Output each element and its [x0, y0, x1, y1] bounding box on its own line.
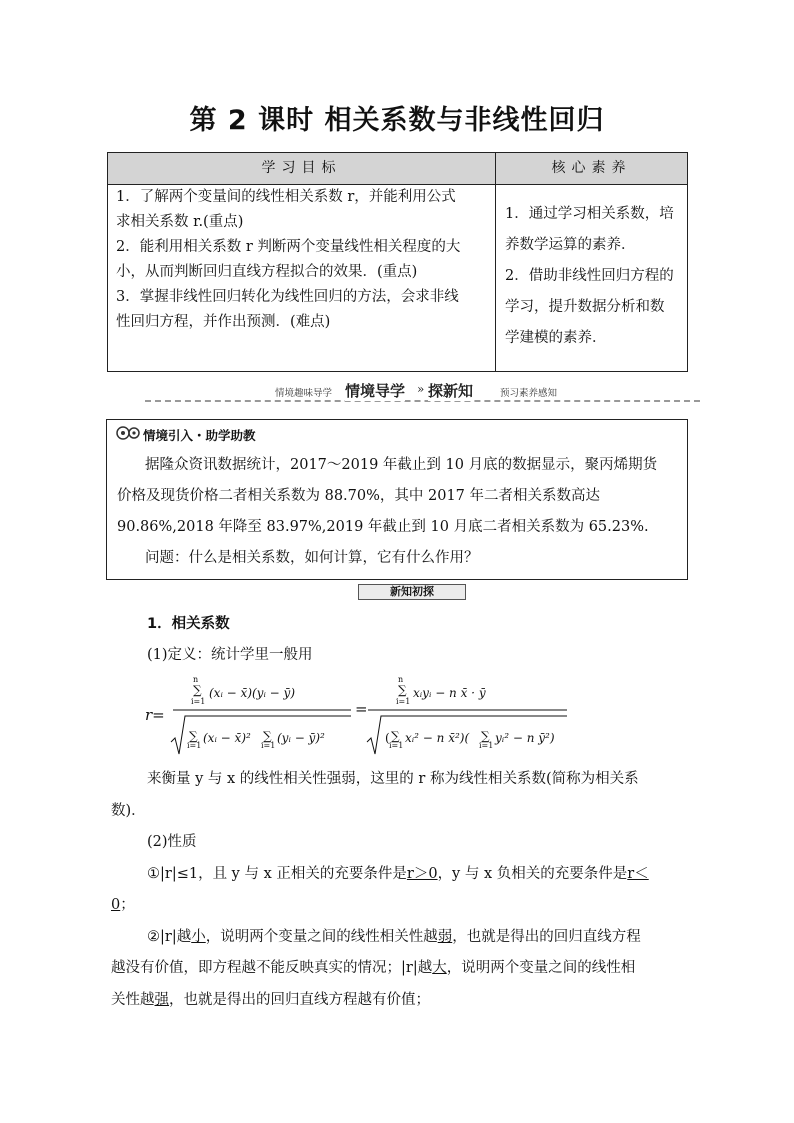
- svg-text:xᵢ² − n x̄²)(: xᵢ² − n x̄²)(: [405, 731, 470, 745]
- literacy-line: 学建模的素养．: [505, 330, 607, 346]
- literacy-line: 2．借助非线性回归方程的: [505, 268, 674, 284]
- table-divider: [495, 153, 496, 371]
- definition-text-1: 来衡量 y 与 x 的线性相关性强弱，这里的 r 称为线性相关系数(简称为相关系: [147, 771, 639, 787]
- svg-text:i=1: i=1: [261, 741, 276, 750]
- definition-label: (1)定义：统计学里一般用: [147, 647, 313, 663]
- svg-text:∑: ∑: [189, 729, 198, 743]
- intro-line: 90.86%,2018 年降至 83.97%,2019 年截止到 10 月底二者相关系数为 65.23%.: [117, 519, 649, 535]
- svg-text:i=1: i=1: [389, 741, 404, 750]
- text-span: ，说明两个变量之间的线性相: [446, 960, 636, 976]
- objectives-header: 学习目标: [108, 153, 495, 185]
- svg-text:(xᵢ − x̄)²: (xᵢ − x̄)²: [203, 731, 251, 745]
- svg-text:∑: ∑: [481, 729, 490, 743]
- svg-text:(: (: [385, 731, 390, 745]
- section-tag: 新知初探: [358, 584, 466, 600]
- svg-text:n: n: [193, 675, 199, 684]
- text-span: ，y 与 x 负相关的充要条件是: [437, 866, 628, 882]
- text-span: ②|r|越: [147, 929, 192, 945]
- answer-blank: 大: [432, 960, 447, 976]
- correlation-formula: r= ∑ n i=1 (xᵢ − x̄)(yᵢ − ȳ) ∑ i=1 (xᵢ − x̄)² ∑ i=1 (yᵢ − ȳ)² = ∑ n i=1 xᵢyᵢ − n x̄ · ȳ ( ∑ i=1 xᵢ² − n x̄²)( ∑ i=1 yᵢ² − n ȳ²): [145, 672, 575, 762]
- answer-blank: 0: [111, 897, 121, 913]
- banner-left-text: 情境趣味导学: [275, 385, 332, 399]
- page-title: 第 2 课时 相关系数与非线性回归: [189, 105, 605, 136]
- property-2-line-3: [111, 988, 430, 1009]
- svg-text:∑: ∑: [193, 683, 202, 697]
- svg-text:∑: ∑: [391, 729, 400, 743]
- property-2-line-2: [111, 956, 635, 977]
- text-span: ，说明两个变量之间的线性相关性越: [205, 929, 438, 945]
- svg-text:(xᵢ − x̄)(yᵢ − ȳ): (xᵢ − x̄)(yᵢ − ȳ): [209, 686, 296, 700]
- text-span: ①|r|≤1，且 y 与 x 正相关的充要条件是: [147, 866, 407, 882]
- svg-text:∑: ∑: [263, 729, 272, 743]
- svg-text:(yᵢ − ȳ)²: (yᵢ − ȳ)²: [277, 731, 325, 745]
- svg-text:i=1: i=1: [396, 697, 411, 706]
- banner-right-text: 预习素养感知: [500, 385, 557, 399]
- svg-text:xᵢyᵢ − n x̄ · ȳ: xᵢyᵢ − n x̄ · ȳ: [413, 686, 486, 700]
- intro-line: 据隆众资讯数据统计，2017～2019 年截止到 10 月底的数据显示，聚丙烯期货: [145, 457, 658, 473]
- answer-blank: 强: [154, 992, 169, 1008]
- objectives-table: [107, 152, 688, 372]
- svg-text:i=1: i=1: [187, 741, 202, 750]
- definition-text-2: 数)．: [111, 803, 146, 819]
- properties-label: (2)性质: [147, 834, 197, 850]
- property-1-line-2: [111, 893, 135, 914]
- literacy-header: 核心素养: [496, 153, 687, 185]
- intro-line: 价格及现货价格二者相关系数为 88.70%，其中 2017 年二者相关系数高达: [117, 488, 601, 504]
- objective-line: 求相关系数 r.(重点): [116, 214, 244, 230]
- text-span: 关性越: [111, 992, 155, 1008]
- answer-blank: r＞0: [406, 866, 438, 882]
- literacy-line: 学习，提升数据分析和数: [505, 299, 665, 315]
- text-span: ，也就是得出的回归直线方程: [452, 929, 641, 945]
- text-span: 越没有价值，即方程越不能反映真实的情况；|r|越: [111, 960, 433, 976]
- banner-main-1: 情境导学: [345, 382, 406, 400]
- section-heading: 1．相关系数: [147, 616, 230, 632]
- objective-line: 1．了解两个变量间的线性相关系数 r，并能利用公式: [116, 189, 456, 205]
- answer-blank: 小: [191, 929, 206, 945]
- text-span: ；: [120, 897, 135, 913]
- intro-question: 问题：什么是相关系数，如何计算，它有什么作用？: [145, 550, 479, 566]
- property-1-line-1: [147, 862, 649, 883]
- intro-heading: 情境引入・助学助教: [143, 428, 256, 443]
- objectives-cell: [116, 185, 491, 335]
- gears-icon: [115, 425, 141, 445]
- objective-line: 小，从而判断回归直线方程拟合的效果．(重点): [116, 264, 418, 280]
- literacy-cell: [505, 199, 687, 354]
- objective-line: 3．掌握非线性回归转化为线性回归的方法，会求非线: [116, 289, 459, 305]
- objective-line: 性回归方程，并作出预测．(难点): [116, 314, 331, 330]
- literacy-line: 1．通过学习相关系数，培: [505, 206, 674, 222]
- text-span: ，也就是得出的回归直线方程越有价值；: [169, 992, 430, 1008]
- literacy-line: 养数学运算的素养．: [505, 237, 636, 253]
- answer-blank: r＜: [627, 866, 649, 882]
- svg-text:∑: ∑: [398, 683, 407, 697]
- double-chevron-icon: »: [417, 382, 425, 396]
- banner-divider: [145, 400, 700, 402]
- svg-text:i=1: i=1: [191, 697, 206, 706]
- svg-text:yᵢ² − n ȳ²): yᵢ² − n ȳ²): [495, 731, 555, 745]
- objective-line: 2．能利用相关系数 r 判断两个变量线性相关程度的大: [116, 239, 461, 255]
- banner-main-2: 探新知: [428, 382, 474, 400]
- property-2-line-1: [147, 925, 641, 946]
- svg-text:i=1: i=1: [479, 741, 494, 750]
- section-banner: [145, 380, 700, 404]
- svg-text:=: =: [355, 700, 368, 718]
- intro-body: [117, 450, 677, 574]
- answer-blank: 弱: [437, 929, 453, 945]
- intro-box: [106, 419, 688, 580]
- svg-text:n: n: [398, 675, 404, 684]
